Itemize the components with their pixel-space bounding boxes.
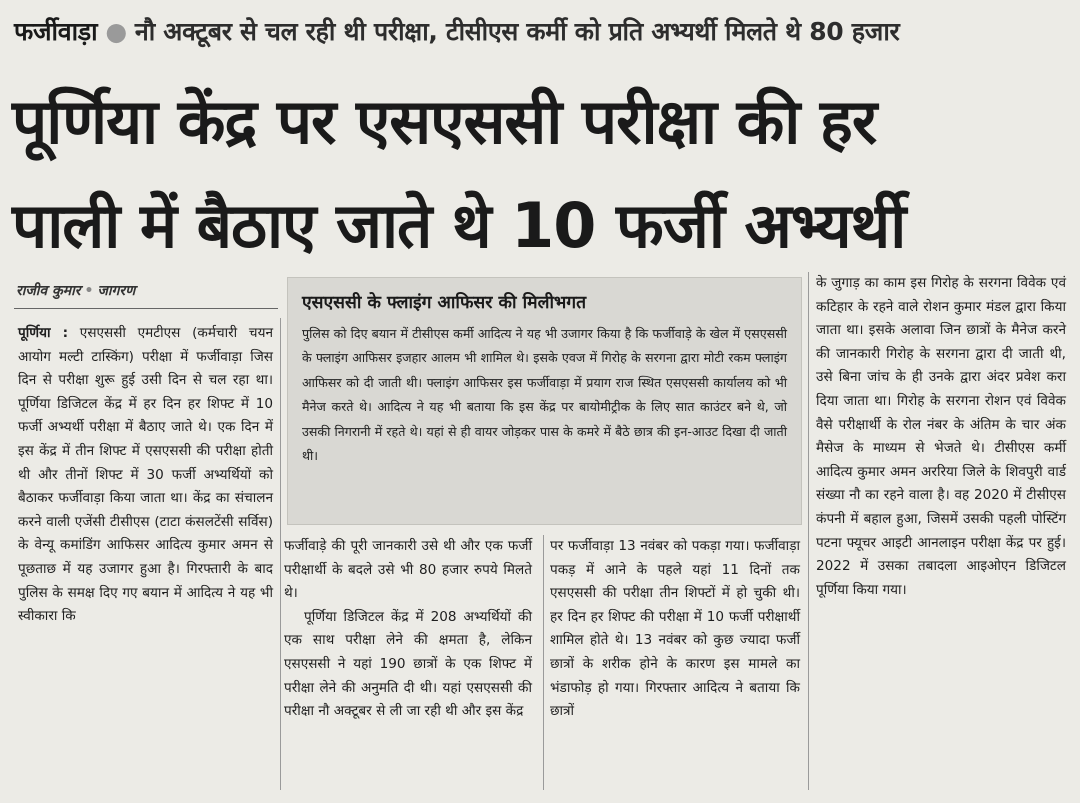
column-1-text: एसएससी एमटीएस (कर्मचारी चयन आयोग मल्टी टास्किंग) परीक्षा में फर्जीवाड़ा जिस दिन से परीक्षा शुरू हुई उसी दिन से चल रहा था। पूर्णिया डिजिटल केंद्र में हर दिन हर शिफ्ट में 10 फर्जी अभ्यर्थी परीक्षा में बैठाए जाते थे। एक दिन में इस केंद्र में तीन शिफ्ट में एसएससी की परीक्षा होती थी और तीनों शिफ्ट में 30 फर्जी अभ्यर्थियों को बैठाकर फर्जीवाड़ा किया जाता था। केंद्र का संचालन करने वाली एजेंसी टीसीएस (टाटा कंसलटेंसी सर्विस) के वेन्यू कमांडिंग आफिसर आदित्य कुमार अमन से पूछताछ में यह उजागर हुआ है। गिरफ्तारी के बाद पुलिस के समक्ष दिए गए बयान में आदित्य ने यह भी स्वीकारा कि: [18, 325, 273, 625]
kicker-tag: फर्जीवाड़ा: [14, 17, 98, 46]
headline: [12, 70, 1068, 278]
column-2-para-1: फर्जीवाड़े की पूरी जानकारी उसे थी और एक फर्जी परीक्षार्थी के बदले उसे भी 80 हजार रुपये मिलते थे।: [284, 538, 532, 602]
byline: [16, 281, 135, 300]
headline-line-2: पाली में बैठाए जाते थे 10 फर्जी अभ्यर्थी: [12, 189, 906, 262]
sidebar-box: [287, 277, 802, 525]
headline-line-1: पूर्णिया केंद्र पर एसएससी परीक्षा की हर: [12, 85, 877, 158]
article-column-3: [550, 535, 800, 724]
article-column-4: [816, 272, 1066, 602]
byline-author: राजीव कुमार: [16, 283, 81, 299]
article-column-2: [284, 535, 532, 724]
sidebar-box-text: पुलिस को दिए बयान में टीसीएस कर्मी आदित्य ने यह भी उजागर किया है कि फर्जीवाड़े के खेल में एसएससी के फ्लाइंग आफिसर इजहार आलम भी शामिल थे। इसके एवज में गिरोह के सरगना द्वारा मोटी रकम फ्लाइंग आफिसर को दी जाती थी। फ्लाइंग आफिसर इस फर्जीवाड़ा में प्रयाग राज स्थित एसएससी कार्यालय को भी मैनेज करते थे। आदित्य ने यह भी बताया कि इस केंद्र पर बायोमीट्रीक के लिए सात काउंटर बने थे, जो उसकी निगरानी में रहते थे। यहां से ही वायर जोड़कर पास के कमरे में बैठे छात्र की इन-आउट दिखा दी जाती थी।: [302, 326, 787, 464]
column-divider-1: [280, 318, 281, 790]
byline-source: जागरण: [97, 283, 136, 299]
byline-separator: •: [84, 283, 94, 299]
sidebar-box-title: एसएससी के फ्लाइंग आफिसर की मिलीभगत: [302, 293, 587, 313]
kicker-subhead: नौ अक्टूबर से चल रही थी परीक्षा, टीसीएस कर्मी को प्रति अभ्यर्थी मिलते थे 80 हजार: [134, 17, 900, 46]
dateline: पूर्णिया :: [18, 325, 69, 341]
column-3-text: पर फर्जीवाड़ा 13 नवंबर को पकड़ा गया। फर्जीवाड़ा पकड़ में आने के पहले यहां 11 दिनों तक एसएससी की परीक्षा तीन शिफ्टों में हो चुकी थी। हर दिन हर शिफ्ट की परीक्षा में 10 फर्जी परीक्षार्थी शामिल होते थे। 13 नवंबर को कुछ ज्यादा फर्जी छात्रों के शरीक होने के कारण इस मामले का भंडाफोड़ हो गया। गिरफ्तार आदित्य ने बताया कि छात्रों: [550, 538, 800, 720]
bullet-icon: ●: [105, 17, 127, 46]
column-2-para-2: पूर्णिया डिजिटल केंद्र में 208 अभ्यर्थियों की एक साथ परीक्षा लेने की क्षमता है, लेकिन एसएससी ने यहां 190 छात्रों के एक शिफ्ट में परीक्षा लेने की अनुमति दी थी। यहां एसएससी की परीक्षा नौ अक्टूबर से ली जा रही थी और इस केंद्र: [284, 608, 532, 720]
column-divider-3: [808, 272, 809, 790]
column-divider-2: [543, 535, 544, 790]
column-4-text: के जुगाड़ का काम इस गिरोह के सरगना विवेक एवं कटिहार के रहने वाले रोशन कुमार मंडल द्वारा किया जाता था। इसके अलावा जिन छात्रों के मैनेज करने की जानकारी गिरोह के सरगना द्वारा दी जाती थी, उसे बिना जांच के ही उनके द्वारा अंदर प्रवेश करा दिया जाता था। गिरोह के सरगना रोशन एवं विवेक वैसे परीक्षार्थी के रोल नंबर के अंतिम के चार अंक मैसेज के माध्यम से भेजते थे। टीसीएस कर्मी आदित्य कुमार अमन अररिया जिले के शिवपुरी वार्ड संख्या नौ का रहने वाला है। वह 2020 में टीसीएस कंपनी में बहाल हुआ, जिसमें उसकी पहली पोस्टिंग पटना फ्यूचर आइटी आनलाइन परीक्षा केंद्र पर हुई। 2022 में उसका तबादला आइओएन डिजिटल पूर्णिया किया गया।: [816, 275, 1066, 598]
byline-divider: [14, 308, 278, 309]
kicker-line: [14, 12, 1064, 52]
article-column-1: [18, 322, 273, 629]
